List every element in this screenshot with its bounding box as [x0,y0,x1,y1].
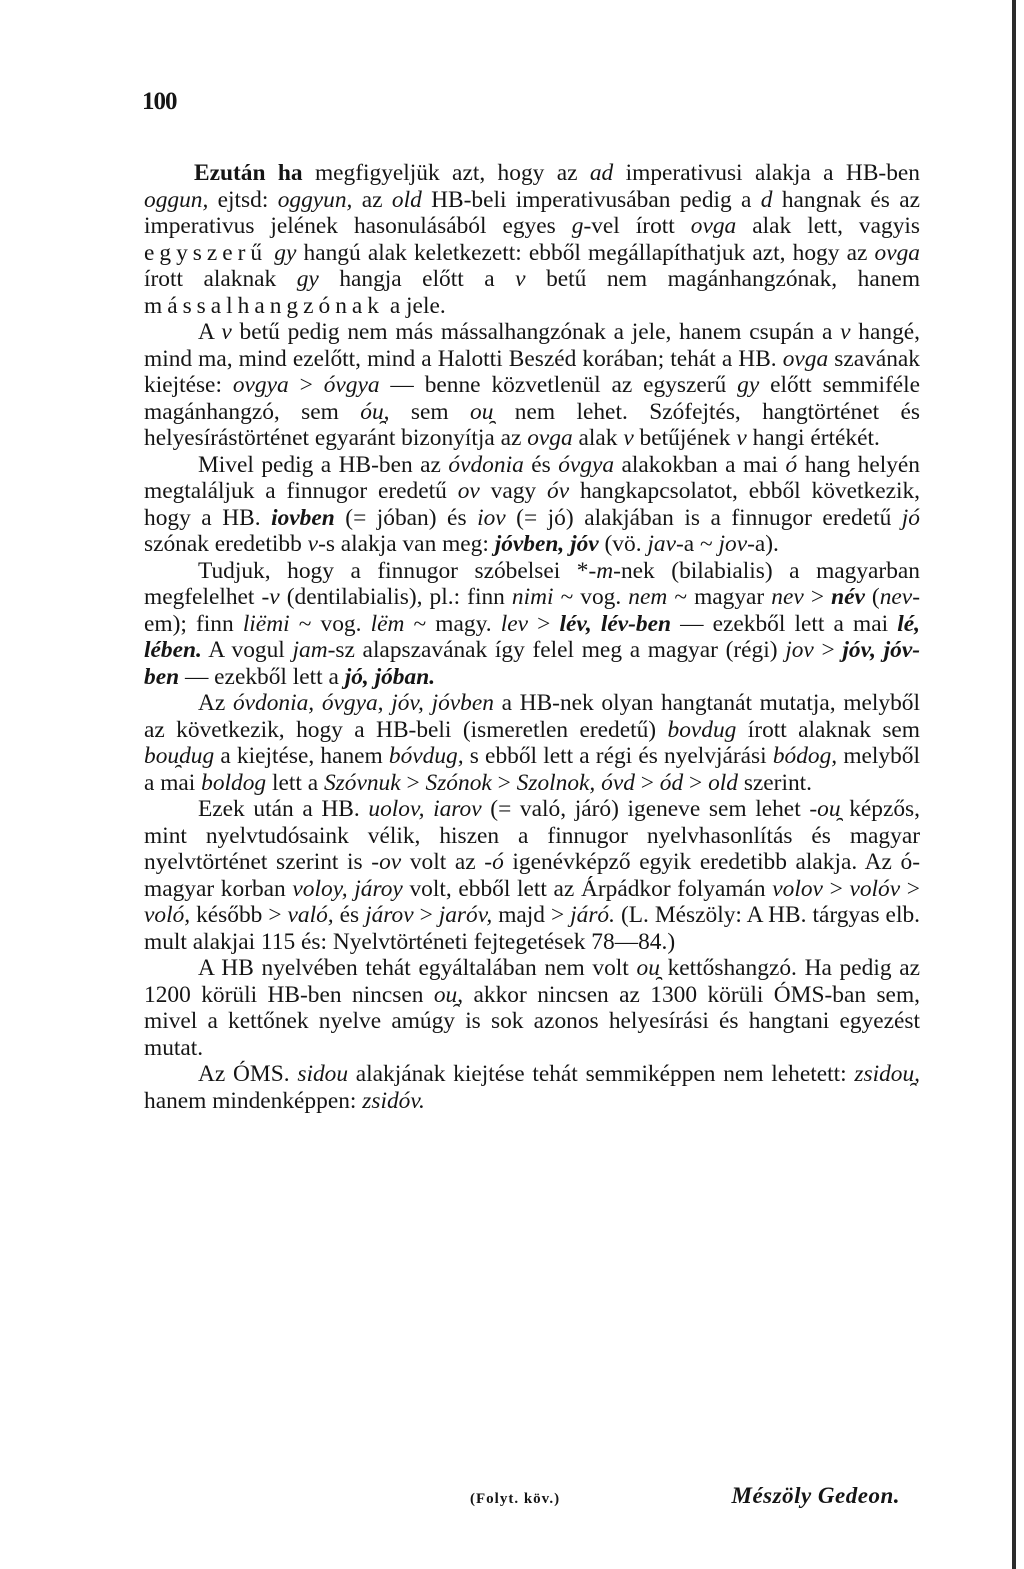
text-run: liëmi [242,610,290,637]
author-signature: Mészöly Gedeon. [731,1483,900,1508]
text-run: volt, ebből lett az Árpádkor folyamán [402,875,773,902]
text-run: lëm [370,610,405,637]
text-run: gy [296,266,319,292]
page-number: 100 [142,88,177,115]
text-run: alakokban a mai [614,451,786,478]
text-run: a HB-nek olyan hangtanát mutatja, melyből az következik, hogy a HB-beli (ismeretlen eredetű) [144,690,920,743]
text-run: iov [477,504,506,531]
text-run: kettőshangzó. Ha pedig az 1200 körüli HB-ben nincsen [144,955,920,1008]
paragraph-2 [144,319,920,452]
text-run: volóv [849,875,901,902]
text-run: -em); finn [144,584,920,637]
text-run: hangkapcsolatot, ebből következik, hogy a HB. [144,478,921,531]
text-run: nev [771,584,804,610]
text-run: betű nem magánhangzónak, hanem [525,266,921,292]
text-run: igenévképző egyik eredetibb alakja. Az ó-magyar korban [144,849,920,902]
text-run: betűjének [633,425,737,451]
text-run: g [571,213,584,239]
text-run: Ezután ha [194,160,303,186]
text-run: -nek (bilabialis) a magyarban megfelelhet - [144,557,920,610]
text-run: Ezek után a HB. [198,796,369,822]
text-run: voloy, jároy [292,875,403,902]
text-run: ~ vog. [289,610,371,637]
text-run: lev [500,610,528,637]
text-run: ou̯ [433,981,458,1008]
text-run: melyből a mai [144,743,920,796]
text-run: > [288,372,324,398]
text-run: > [803,584,832,610]
text-run: bovdug [667,716,737,743]
text-run: jó, jóban. [344,663,436,690]
text-run: jó [901,504,920,531]
text-run: Szóvnuk [323,769,401,796]
text-run: zsidóv. [362,1087,425,1114]
text-run: > [634,769,660,796]
text-run: lév, lév-ben [559,610,671,637]
text-run: v [515,266,526,292]
text-run: -a). [747,531,779,557]
text-run: nev [879,584,913,610]
text-run: jaróv, [438,902,493,928]
text-run: lé, lében. [144,610,920,663]
text-run: alakjának kiejtése tehát semmiképpen nem lehetett: [348,1061,855,1087]
text-run: v [269,584,280,610]
text-run: ó [492,849,504,875]
text-run: hangi értékét. [746,425,880,451]
text-run: ad [589,160,614,186]
text-run: s ebből lett a régi és nyelvjárási [463,743,773,769]
text-run: bou̯dug [144,743,215,769]
text-run: , sem [383,398,470,425]
text-run: v [221,319,232,345]
text-run: alak [572,425,624,451]
text-run: sidou [297,1061,349,1087]
text-run: és [523,451,559,478]
text-run: lett a [266,769,324,796]
text-run: hangnak és az imperativus jelének hasonulásából egyes [144,186,921,239]
text-run: hangé, mind ma, mind ezelőtt, mind a Halotti Beszéd korában; tehát a HB. [144,319,921,372]
text-run: ó [785,451,798,478]
text-run: ou̯ [636,955,660,981]
text-run: óvgya [323,372,380,398]
text-run: betű pedig nem más mássalhangzónak a jele, hanem csupán a [231,319,841,345]
text-run: m [596,557,614,584]
text-run: Szónok [425,769,492,796]
text-run: imperativusi alakja a HB-ben [613,160,920,186]
text-run: előtt semmiféle magánhangzó, sem [144,372,920,425]
text-run: > [491,769,517,796]
text-run: óvdonia [448,451,524,478]
text-run: uolov, iarov [368,796,482,822]
text-run: volt az - [401,849,493,875]
text-run: később > [190,902,288,928]
text-run: képzős, mint nyelvtudósaink vélik, hiszen a finnugor nyelvhasonlítás és magyar nyelvtörténet szerint is - [144,796,920,875]
text-run: > [900,875,920,902]
article-body [144,160,920,1114]
text-run: (dentilabialis), pl.: finn [279,584,512,610]
text-run: d [760,186,773,213]
text-run: bóvdug, [388,743,464,769]
text-run: ou̯ [817,796,841,822]
text-run: oggun, [144,186,209,213]
text-run: v [307,531,319,557]
text-run: óvgya [558,451,615,478]
text-run: > [822,875,850,902]
text-run: Tudjuk, hogy a finnugor szóbelsei *- [198,557,597,584]
text-run: név [831,584,865,610]
text-run: bódog, [772,743,838,769]
paragraph-8 [144,1061,920,1114]
text-run: óv [547,478,570,504]
text-run: a jele. [383,292,446,319]
text-run: nem [628,584,668,610]
paragraph-6 [144,796,920,955]
text-run: -s alakja van meg: [318,531,495,557]
text-run: (= jóban) és [334,504,478,531]
text-run: az [352,186,392,213]
text-run: ~ magyar [667,584,772,610]
text-run: v [736,425,747,451]
text-run: való, [287,902,334,928]
text-run: ~ vog. [553,584,629,610]
text-run: ovga [690,213,737,239]
text-run: ovga [782,345,829,372]
text-run: , akkor nincsen az 1300 körüli ÓMS-ban sem, mivel a kettőnek nyelve amúgy is sok azonos helyesírási és hangtani egyezést mutat. [144,981,920,1061]
text-run: Szolnok, óvd [516,769,635,796]
text-run: szerint. [737,769,813,796]
text-run: zsidou̯, [854,1061,921,1087]
text-run: v [623,425,634,451]
text-run: írott alaknak sem [736,716,920,743]
text-run: > [813,637,843,663]
text-run: nimi [511,584,554,610]
text-run: ~ magy. [404,610,501,637]
text-run: v [840,319,851,345]
text-run: gy [737,372,760,398]
text-run: majd > [492,902,571,928]
text-run: ( [864,584,880,610]
text-run: hang helyén megtaláljuk a finnugor eredetű [144,451,920,504]
text-run: ovgya [232,372,289,398]
text-run: jóv, jóv-ben [144,637,921,690]
text-run: — benne közvetlenül az egyszerű [379,372,738,398]
footer [470,1483,900,1509]
text-run: oggyun, [277,186,353,213]
paragraph-3 [144,452,920,558]
text-run: voló, [144,902,191,928]
text-run: a kiejtése, hanem [214,743,389,769]
text-run: szavának kiejtése: [144,345,920,398]
text-run: gy [274,239,297,266]
text-run: jov [785,637,814,663]
text-run: ovga [874,239,920,266]
text-run: ejtsd: [208,186,278,213]
text-run: old [391,186,422,213]
paragraph-5 [144,690,920,796]
text-run: > [400,769,426,796]
text-run: ov [457,478,480,504]
text-run: nem lehet. Szófejtés, hangtörténet és helyesírástörténet egyaránt bizonyítja az [144,398,920,451]
continued-note: (Folyt. köv.) [470,1491,561,1507]
paragraph-4 [144,558,920,691]
text-run: ov [379,849,402,875]
text-run: járó. [570,902,615,928]
paragraph-7 [144,955,920,1061]
text-run: HB-beli imperativusában pedig a [421,186,761,213]
text-run: > [413,902,439,928]
text-run: írott alaknak [144,266,297,292]
text-run: iovben [271,504,335,531]
text-run: (= való, járó) igeneve sem lehet - [481,796,818,822]
text-run: old [708,769,738,796]
text-run: — ezekből lett a mai [670,610,898,637]
text-run: -vel írott [583,213,691,239]
text-run: Az [198,690,233,716]
text-run: (L. Mészöly: A HB. tárgyas elb. mult alakjai 115 és: Nyelvtörténeti fejtegetések 78—84.) [144,902,920,955]
text-run: A vogul [201,637,293,663]
text-run: A HB nyelvében tehát egyáltalában nem volt [198,955,637,981]
text-run: jav [647,531,676,557]
paragraph-1 [144,160,920,319]
text-run: volov [772,875,823,902]
text-run: megfigyeljük azt, hogy az [302,160,590,186]
text-run: (= jó) alakjában is a finnugor eredetű [505,504,902,531]
text-run: szónak eredetibb [144,531,308,557]
text-run: > [683,769,709,796]
text-run: jóvben, jóv [494,531,599,557]
text-run: vagy [479,478,548,504]
text-run: hanem mindenképpen: [144,1087,363,1114]
text-run: > [528,610,560,637]
text-run: Mivel pedig a HB-ben az [198,451,449,478]
text-run: Az ÓMS. [198,1061,298,1087]
text-run: ód [659,769,684,796]
text-run: A [198,319,222,345]
text-run: jam [292,637,328,663]
text-run: hangja előtt a [318,266,516,292]
text-run: ovga [527,425,573,451]
text-run: -sz alapszavának így felel meg a magyar (régi) [327,637,786,663]
text-run: (vö. [598,531,648,557]
text-run: járov [365,902,414,928]
text-run: óu̯ [360,398,384,425]
text-run: ou̯ [470,398,494,425]
text-run: hangú alak keletkezett: ebből megállapíthatjuk azt, hogy az [296,239,875,266]
text-run: boldog [201,769,267,796]
text-run: alak lett, vagyis [736,213,920,239]
text-run: -a ~ [675,531,719,557]
page-edge-rule [1012,0,1016,1569]
text-run: — ezekből lett a [179,663,345,690]
text-run: egyszerű [144,239,268,266]
text-run: jov [718,531,748,557]
text-run: és [333,902,366,928]
text-run: mássalhangzónak [144,292,384,319]
text-run: óvdonia, óvgya, jóv, jóvben [232,690,494,716]
